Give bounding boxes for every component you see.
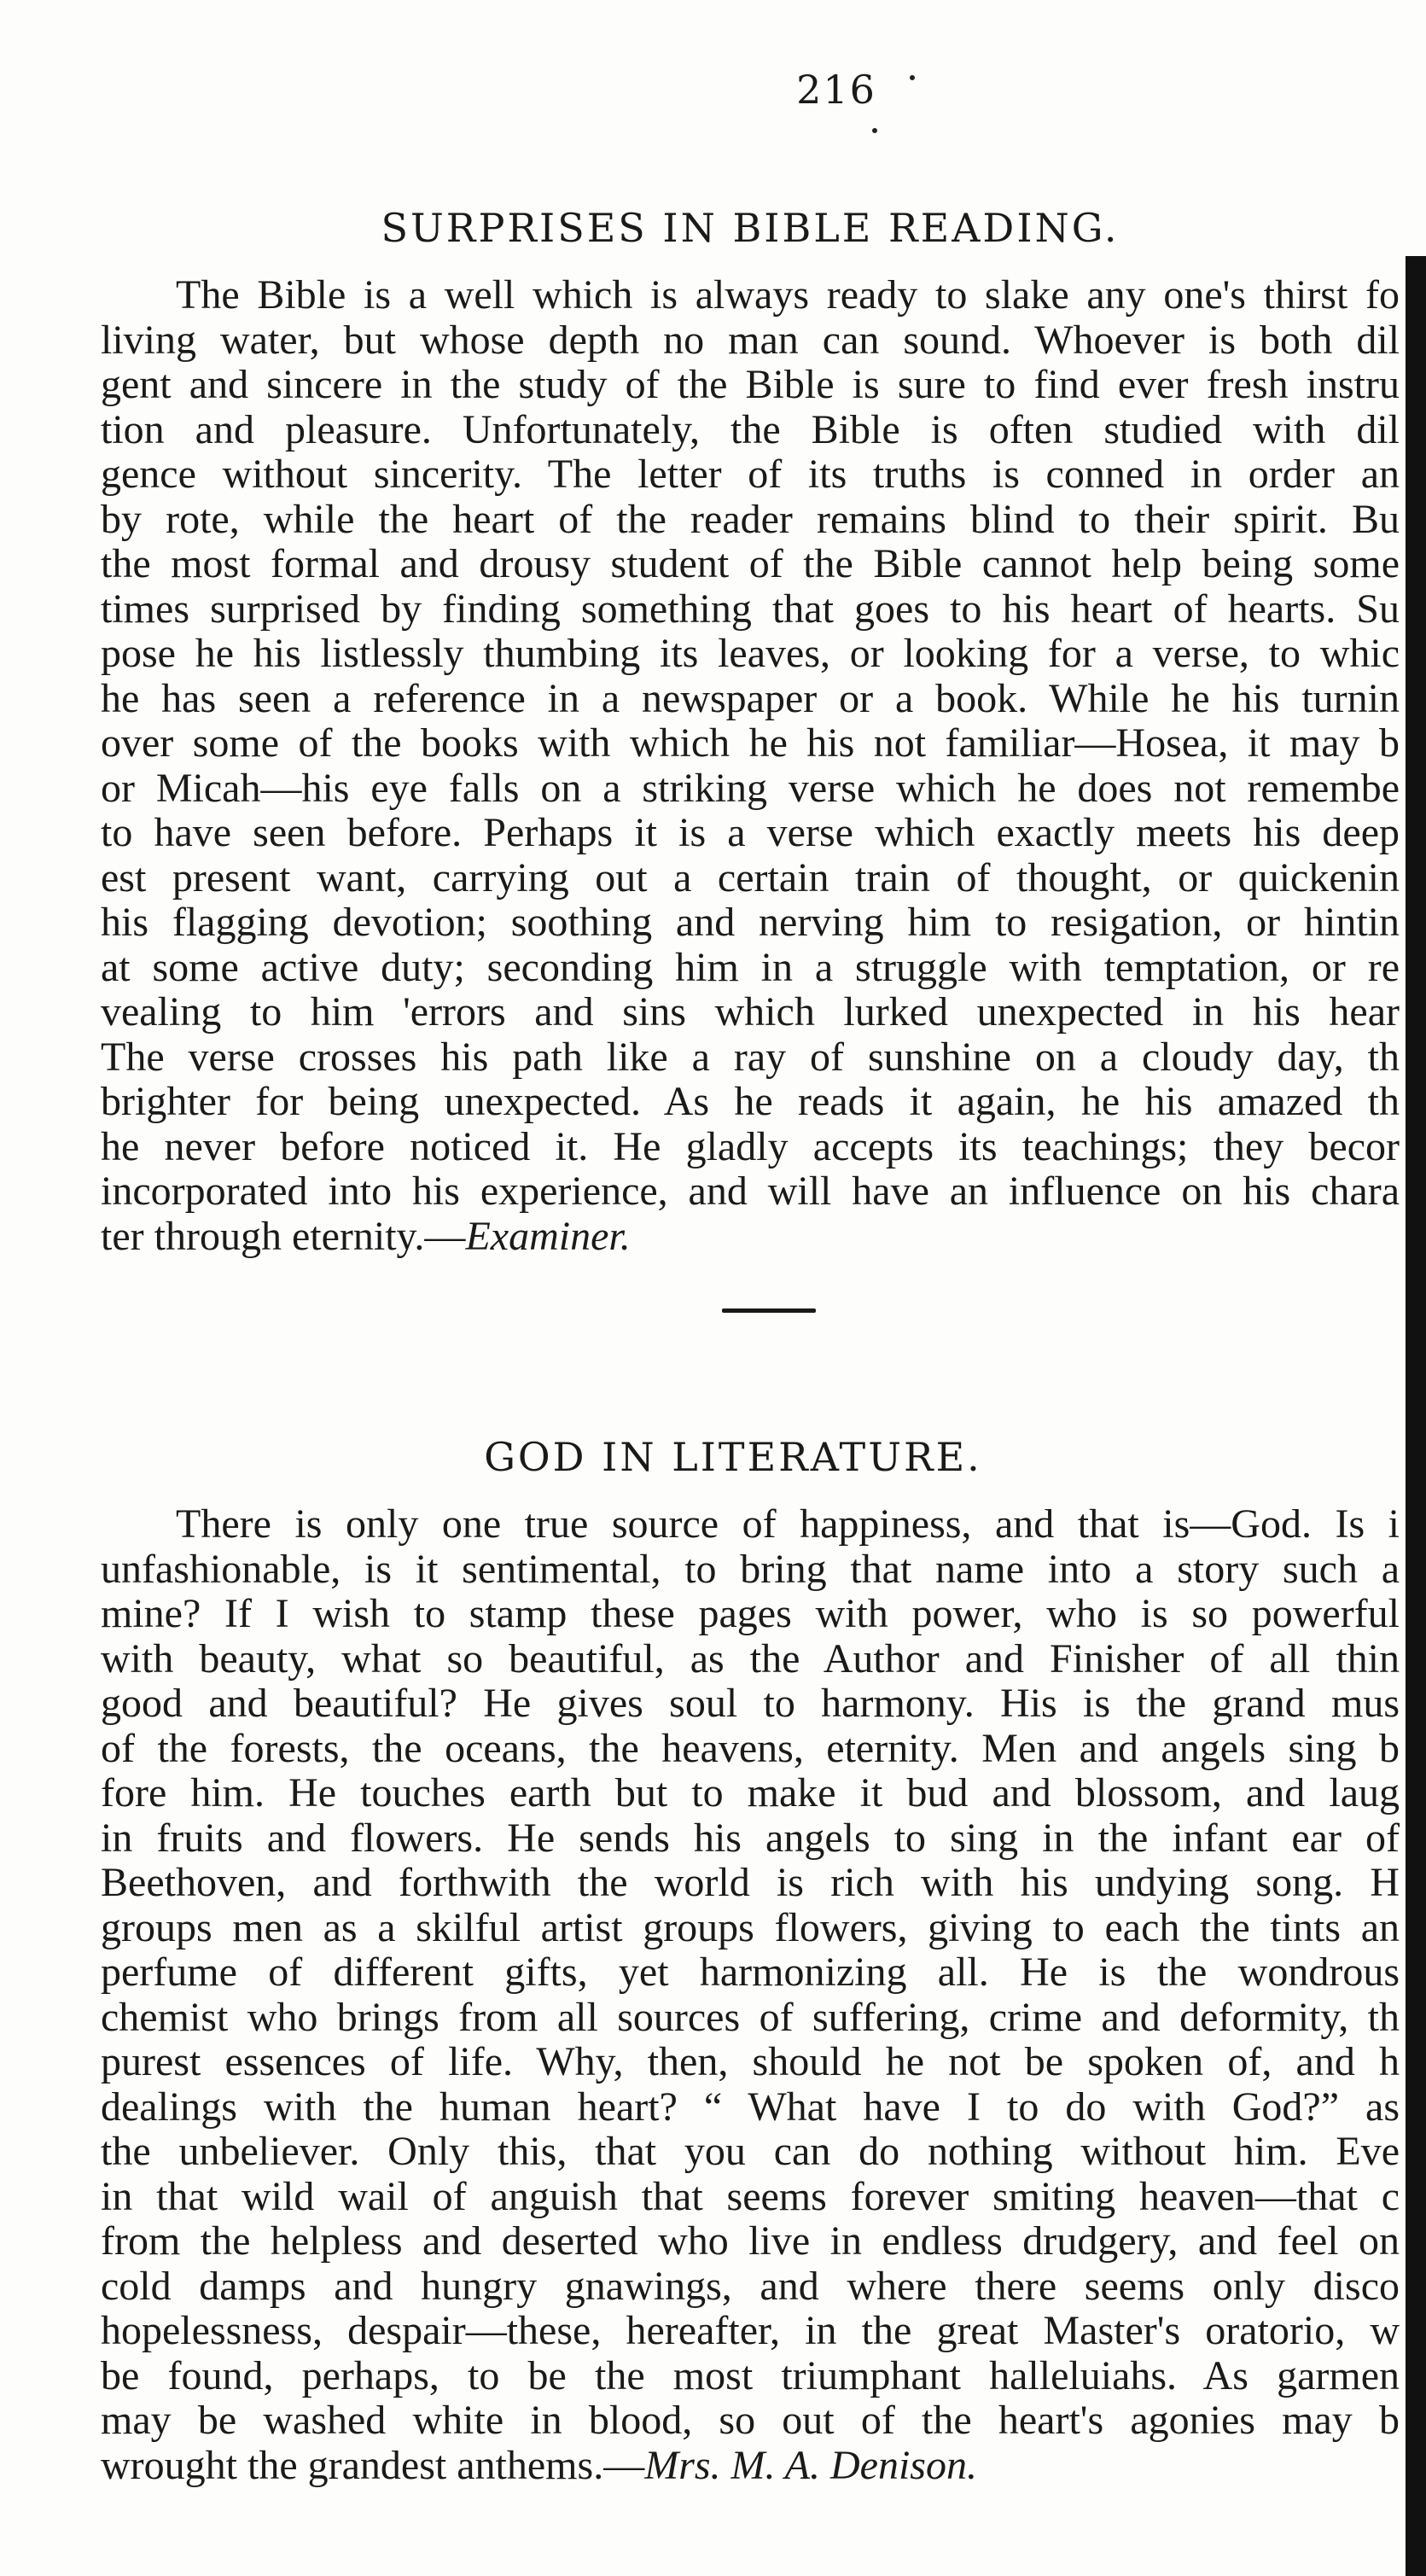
text-line: hopelessness, despair—these, hereafter, in the great Master's oratorio, w bbox=[101, 2309, 1400, 2353]
text-line: chemist who brings from all sources of suffering, crime and deformity, th bbox=[101, 1995, 1400, 2040]
text-line: cold damps and hungry gnawings, and where there seems only disco bbox=[101, 2264, 1400, 2309]
text-line: dealings with the human heart? “ What have I to do with God?” as bbox=[101, 2084, 1400, 2130]
text-line: the unbeliever. Only this, that you can do nothing without him. Eve bbox=[101, 2130, 1400, 2174]
text-line: may be washed white in blood, so out of the heart's agonies may b bbox=[101, 2398, 1400, 2443]
text-line: he has seen a reference in a newspaper or a book. While he his turnin bbox=[101, 676, 1400, 721]
text-line: ter through eternity.— bbox=[101, 1214, 466, 1259]
text-line: groups men as a skilful artist groups flowers, giving to each the tints an bbox=[101, 1905, 1400, 1950]
text-line: of the forests, the oceans, the heavens, eternity. Men and angels sing b bbox=[101, 1726, 1400, 1771]
text-line: good and beautiful? He gives soul to harmony. His is the grand mus bbox=[101, 1681, 1400, 1726]
text-line: by rote, while the heart of the reader remains blind to their spirit. Bu bbox=[101, 497, 1400, 542]
text-line: be found, perhaps, to be the most triumphant halleluiahs. As garmen bbox=[101, 2353, 1400, 2398]
text-line: from the helpless and deserted who live in endless drudgery, and feel on bbox=[101, 2219, 1400, 2264]
text-line: to have seen before. Perhaps it is a verse which exactly meets his deep bbox=[101, 811, 1400, 855]
page-number: 216 bbox=[796, 67, 876, 113]
text-line: fore him. He touches earth but to make it bud and blossom, and laug bbox=[101, 1771, 1400, 1815]
section-divider bbox=[722, 1308, 816, 1313]
text-line: wrought the grandest anthems.— bbox=[101, 2443, 645, 2488]
text-line: mine? If I wish to stamp these pages with power, who is so powerful bbox=[101, 1592, 1400, 1636]
article-god-in-literature bbox=[101, 1434, 1400, 2488]
text-line: incorporated into his experience, and will have an influence on his chara bbox=[101, 1169, 1400, 1214]
text-line: the most formal and drousy student of the Bible cannot help being some bbox=[101, 542, 1400, 586]
text-line: at some active duty; seconding him in a struggle with temptation, or re bbox=[101, 945, 1400, 990]
text-line: purest essences of life. Why, then, should he not be spoken of, and h bbox=[101, 2040, 1400, 2084]
ink-speck bbox=[910, 75, 915, 80]
text-line: in that wild wail of anguish that seems forever smiting heaven—that c bbox=[101, 2174, 1400, 2219]
page-binding-shadow bbox=[1406, 256, 1426, 2576]
text-line-final bbox=[101, 1215, 1400, 1260]
article-title: SURPRISES IN BIBLE READING. bbox=[381, 205, 1120, 251]
ink-speck bbox=[872, 128, 877, 133]
text-line: There is only one true source of happiness, and that is—God. Is i bbox=[176, 1502, 1400, 1547]
text-line: his flagging devotion; soothing and nerving him to resigation, or hintin bbox=[101, 900, 1400, 945]
article-title: GOD IN LITERATURE. bbox=[484, 1434, 982, 1480]
text-line: gent and sincere in the study of the Bible is sure to find ever fresh instru bbox=[101, 363, 1400, 407]
text-line: living water, but whose depth no man can sound. Whoever is both dil bbox=[101, 318, 1400, 363]
article-body bbox=[101, 273, 1400, 1259]
text-line: Beethoven, and forthwith the world is rich with his undying song. H bbox=[101, 1861, 1400, 1905]
text-line: vealing to him 'errors and sins which lurked unexpected in his hear bbox=[101, 990, 1400, 1034]
text-line: pose he his listlessly thumbing its leaves, or looking for a verse, to whic bbox=[101, 632, 1400, 676]
text-line: over some of the books with which he his not familiar—Hosea, it may b bbox=[101, 721, 1400, 766]
article-surprises-in-bible-reading bbox=[101, 205, 1400, 1259]
article-byline: Mrs. M. A. Denison. bbox=[644, 2443, 977, 2488]
text-line: brighter for being unexpected. As he reads it again, he his amazed th bbox=[101, 1080, 1400, 1124]
text-line: tion and pleasure. Unfortunately, the Bible is often studied with dil bbox=[101, 407, 1400, 452]
text-line: in fruits and flowers. He sends his angels to sing in the infant ear of bbox=[101, 1815, 1400, 1861]
article-byline: Examiner. bbox=[465, 1214, 631, 1259]
text-line: The verse crosses his path like a ray of sunshine on a cloudy day, th bbox=[101, 1034, 1400, 1080]
text-line-final bbox=[101, 2444, 1400, 2489]
text-line: times surprised by finding something that goes to his heart of hearts. Su bbox=[101, 586, 1400, 632]
text-line: he never before noticed it. He gladly accepts its teachings; they becor bbox=[101, 1124, 1400, 1169]
text-line: perfume of different gifts, yet harmonizing all. He is the wondrous bbox=[101, 1950, 1400, 1995]
text-line: with beauty, what so beautiful, as the Author and Finisher of all thin bbox=[101, 1636, 1400, 1681]
text-line: The Bible is a well which is always ready to slake any one's thirst fo bbox=[176, 273, 1400, 318]
text-line: est present want, carrying out a certain train of thought, or quickenin bbox=[101, 855, 1400, 900]
article-body bbox=[101, 1502, 1400, 2488]
text-line: gence without sincerity. The letter of its truths is conned in order an bbox=[101, 452, 1400, 497]
text-line: unfashionable, is it sentimental, to bring that name into a story such a bbox=[101, 1547, 1400, 1592]
text-line: or Micah—his eye falls on a striking verse which he does not remembe bbox=[101, 766, 1400, 811]
